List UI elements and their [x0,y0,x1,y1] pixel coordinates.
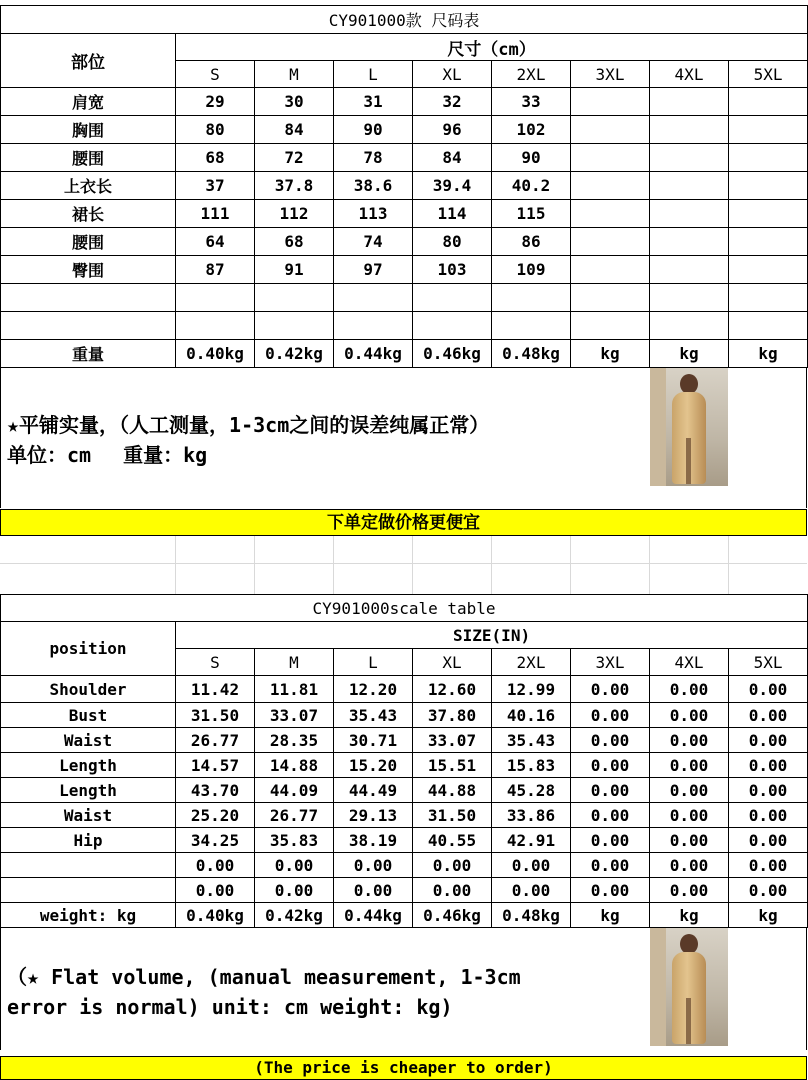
en-cell: 0.00 [571,803,650,828]
en-cell: 0.00 [571,853,650,878]
cn-row-label: 上衣长 [1,172,176,200]
en-cell: 0.00 [571,676,650,703]
cn-cell: 113 [334,200,413,228]
cn-cell: 39.4 [413,172,492,200]
cn-row-label: 胸围 [1,116,176,144]
cn-cell: kg [729,340,808,368]
en-cell: 0.00 [729,753,808,778]
en-row-label: Shoulder [1,676,176,703]
en-cell: 0.00 [729,676,808,703]
cn-cell [650,200,729,228]
cn-size-chart [0,5,807,508]
cn-cell: 29 [176,88,255,116]
en-cell: 0.00 [176,853,255,878]
table-row [1,803,808,828]
cn-note-area [0,368,807,508]
en-cell: 33.07 [255,703,334,728]
cn-cell [571,256,650,284]
cn-cell [729,116,808,144]
table-row [1,828,808,853]
en-cell: 0.00 [650,803,729,828]
cn-cell [650,88,729,116]
table-row [1,312,808,340]
en-cell: 25.20 [176,803,255,828]
en-cell: 35.43 [492,728,571,753]
en-size-header: SIZE(IN) [176,622,808,649]
cn-cell: 80 [413,228,492,256]
en-cell: 0.00 [255,878,334,903]
cn-cell: 38.6 [334,172,413,200]
cn-cell [729,200,808,228]
cn-cell: 90 [492,144,571,172]
en-cell: 12.60 [413,676,492,703]
cn-cell: 96 [413,116,492,144]
en-cell: 0.00 [729,803,808,828]
en-cell: 26.77 [255,803,334,828]
en-cell: 0.46kg [413,903,492,928]
en-size-col-7: 5XL [729,649,808,676]
cn-cell [571,312,650,340]
en-cell: 0.00 [650,753,729,778]
en-row-label: Waist [1,803,176,828]
en-cell: 0.00 [571,728,650,753]
en-cell: 35.83 [255,828,334,853]
cn-note-line1: ★平铺实量，（人工测量，1-3cm之间的误差纯属正常） [7,413,490,437]
en-cell: kg [650,903,729,928]
en-size-col-0: S [176,649,255,676]
en-cell: 0.00 [729,828,808,853]
en-cell: 40.16 [492,703,571,728]
en-cell: 15.20 [334,753,413,778]
en-cell: 0.00 [413,853,492,878]
cn-cell: 64 [176,228,255,256]
en-size-chart [0,594,807,1050]
cn-cell [729,144,808,172]
cn-cell: 68 [255,228,334,256]
cn-cell: 0.42kg [255,340,334,368]
en-cell: 0.00 [571,828,650,853]
cn-cell [650,256,729,284]
en-cell: 0.00 [650,878,729,903]
cn-cell: 68 [176,144,255,172]
cn-cell [650,172,729,200]
product-photo [650,368,728,486]
table-row [1,778,808,803]
cn-cell [729,228,808,256]
cn-cell [571,88,650,116]
en-cell: 44.09 [255,778,334,803]
cn-cell: 80 [176,116,255,144]
cn-cell: 86 [492,228,571,256]
cn-cell: 112 [255,200,334,228]
en-cell: 0.00 [176,878,255,903]
product-photo [650,928,728,1046]
en-cell: kg [571,903,650,928]
cn-size-col-2: L [334,61,413,88]
en-row-label: weight: kg [1,903,176,928]
en-cell: 0.00 [413,878,492,903]
en-cell: 44.88 [413,778,492,803]
table-row [1,728,808,753]
cn-cell: kg [650,340,729,368]
en-cell: 0.00 [729,853,808,878]
table-row [1,144,808,172]
en-cell: 40.55 [413,828,492,853]
cn-cell [729,88,808,116]
en-cell: 0.00 [492,878,571,903]
cn-cell: 37 [176,172,255,200]
cn-cell: 84 [255,116,334,144]
cn-cell [729,172,808,200]
cn-row-label: 臀围 [1,256,176,284]
cn-price-banner: 下单定做价格更便宜 [0,509,807,536]
cn-size-table [0,5,808,368]
en-cell: 0.00 [729,878,808,903]
cn-cell [492,284,571,312]
cn-cell [176,284,255,312]
cn-cell: 84 [413,144,492,172]
en-row-label: Bust [1,703,176,728]
cn-cell: 0.46kg [413,340,492,368]
en-table-title: CY901000scale table [1,595,808,622]
cn-row-label: 肩宽 [1,88,176,116]
cn-cell: 111 [176,200,255,228]
cn-cell: 109 [492,256,571,284]
table-row [1,878,808,903]
en-cell: 33.07 [413,728,492,753]
cn-row-label: 重量 [1,340,176,368]
en-cell: 31.50 [176,703,255,728]
en-note-area [0,928,807,1050]
en-cell: 12.99 [492,676,571,703]
table-row [1,753,808,778]
en-cell: 14.57 [176,753,255,778]
cn-note-line2: 单位：cm 重量：kg [7,443,208,467]
cn-cell [571,144,650,172]
cn-cell [255,312,334,340]
en-cell: 0.00 [729,778,808,803]
cn-cell: 103 [413,256,492,284]
table-row [1,853,808,878]
en-note-line2: error is normal) unit: cm weight: kg) [7,995,453,1019]
en-size-col-3: XL [413,649,492,676]
cn-cell [650,144,729,172]
cn-cell: 91 [255,256,334,284]
en-cell: 0.00 [334,878,413,903]
cn-cell: 97 [334,256,413,284]
cn-size-col-0: S [176,61,255,88]
en-cell: 0.00 [650,676,729,703]
cn-cell: 37.8 [255,172,334,200]
en-cell: 11.42 [176,676,255,703]
en-cell: 33.86 [492,803,571,828]
cn-cell: 72 [255,144,334,172]
en-note-line1: （★ Flat volume, (manual measurement, 1-3cm [7,965,521,989]
cn-size-col-7: 5XL [729,61,808,88]
cn-row-label: 腰围 [1,228,176,256]
cn-size-col-6: 4XL [650,61,729,88]
cn-row-label: 腰围 [1,144,176,172]
table-row [1,340,808,368]
cn-cell [413,284,492,312]
en-cell: 38.19 [334,828,413,853]
en-cell: 11.81 [255,676,334,703]
en-cell: 0.44kg [334,903,413,928]
en-cell: 0.00 [729,703,808,728]
cn-cell [571,172,650,200]
en-cell: 44.49 [334,778,413,803]
en-cell: 0.00 [729,728,808,753]
cn-cell [650,228,729,256]
cn-cell: 115 [492,200,571,228]
en-cell: 28.35 [255,728,334,753]
cn-cell: kg [571,340,650,368]
en-cell: 0.00 [650,853,729,878]
en-cell: 0.00 [650,728,729,753]
cn-cell: 87 [176,256,255,284]
cn-cell [492,312,571,340]
en-cell: 0.00 [571,778,650,803]
en-cell: 12.20 [334,676,413,703]
cn-size-col-4: 2XL [492,61,571,88]
table-row [1,200,808,228]
table-row [1,228,808,256]
en-size-col-4: 2XL [492,649,571,676]
en-cell: 31.50 [413,803,492,828]
en-cell: 0.00 [571,753,650,778]
en-cell: 26.77 [176,728,255,753]
cn-cell [255,284,334,312]
cn-size-col-5: 3XL [571,61,650,88]
en-cell: 0.42kg [255,903,334,928]
en-cell: 0.00 [571,703,650,728]
en-cell: 0.00 [571,878,650,903]
cn-size-col-1: M [255,61,334,88]
cn-cell: 0.48kg [492,340,571,368]
table-row [1,676,808,703]
cn-table-title: CY901000款 尺码表 [1,6,808,34]
cn-cell: 30 [255,88,334,116]
en-cell: kg [729,903,808,928]
cn-cell [413,312,492,340]
cn-row-label: 裙长 [1,200,176,228]
en-part-header: position [1,622,176,676]
en-cell: 34.25 [176,828,255,853]
cn-cell: 40.2 [492,172,571,200]
en-size-col-6: 4XL [650,649,729,676]
cn-cell: 0.40kg [176,340,255,368]
en-cell: 42.91 [492,828,571,853]
table-row [1,284,808,312]
en-cell: 37.80 [413,703,492,728]
en-cell: 29.13 [334,803,413,828]
cn-cell [729,256,808,284]
cn-cell [729,284,808,312]
en-cell: 45.28 [492,778,571,803]
table-row [1,116,808,144]
cn-cell [571,228,650,256]
en-cell: 15.51 [413,753,492,778]
en-row-label: Length [1,753,176,778]
cn-cell [571,284,650,312]
cn-size-col-3: XL [413,61,492,88]
cn-cell [334,284,413,312]
en-row-label: Hip [1,828,176,853]
cn-cell [650,116,729,144]
en-cell: 0.48kg [492,903,571,928]
cn-cell: 33 [492,88,571,116]
spreadsheet-gap [0,536,807,594]
en-cell: 35.43 [334,703,413,728]
en-cell: 0.00 [650,778,729,803]
cn-cell [176,312,255,340]
cn-row-label [1,284,176,312]
cn-cell: 74 [334,228,413,256]
en-cell: 0.40kg [176,903,255,928]
cn-cell: 102 [492,116,571,144]
cn-cell: 78 [334,144,413,172]
cn-cell [650,284,729,312]
cn-cell: 31 [334,88,413,116]
cn-row-label [1,312,176,340]
en-price-banner: (The price is cheaper to order) [0,1056,807,1080]
en-cell: 43.70 [176,778,255,803]
table-row [1,703,808,728]
en-cell: 0.00 [650,828,729,853]
cn-size-header: 尺寸（cm） [176,34,808,61]
cn-cell [571,200,650,228]
en-row-label [1,878,176,903]
en-row-label: Waist [1,728,176,753]
table-row [1,903,808,928]
cn-cell: 90 [334,116,413,144]
en-row-label [1,853,176,878]
en-cell: 0.00 [650,703,729,728]
en-cell: 30.71 [334,728,413,753]
en-size-col-1: M [255,649,334,676]
cn-cell [729,312,808,340]
cn-cell: 114 [413,200,492,228]
en-cell: 14.88 [255,753,334,778]
en-size-col-5: 3XL [571,649,650,676]
cn-cell: 0.44kg [334,340,413,368]
cn-cell [571,116,650,144]
cn-part-header: 部位 [1,34,176,88]
cn-cell: 32 [413,88,492,116]
en-cell: 15.83 [492,753,571,778]
en-size-col-2: L [334,649,413,676]
table-row [1,172,808,200]
table-row [1,88,808,116]
en-size-table [0,594,808,928]
en-row-label: Length [1,778,176,803]
en-cell: 0.00 [334,853,413,878]
en-cell: 0.00 [492,853,571,878]
en-cell: 0.00 [255,853,334,878]
table-row [1,256,808,284]
cn-cell [650,312,729,340]
cn-cell [334,312,413,340]
